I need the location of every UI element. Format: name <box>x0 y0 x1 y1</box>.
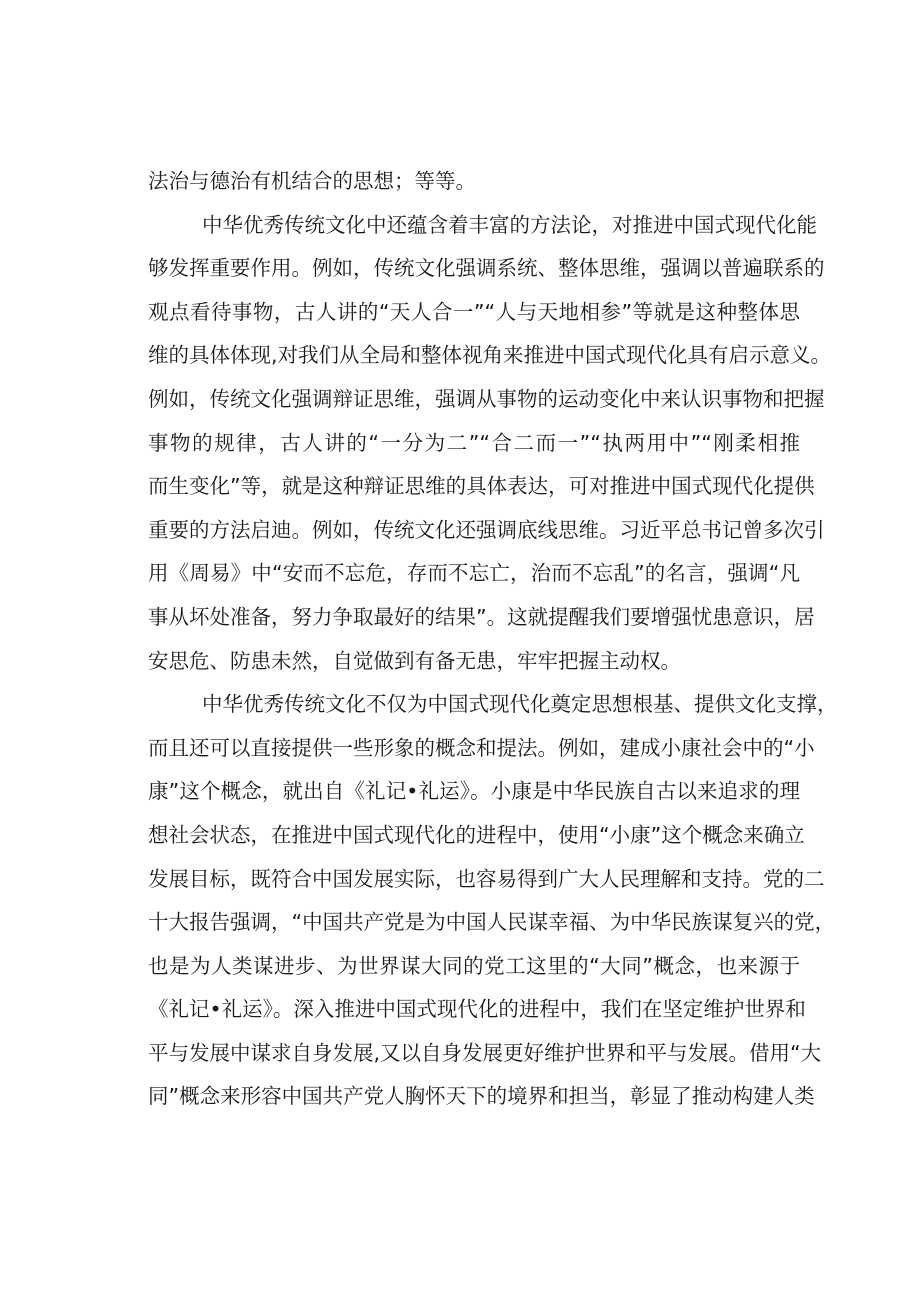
text-line: 《礼记•礼运》。深入推进中国式现代化的进程中，我们在坚定维护世界和 <box>148 997 806 1022</box>
text-line: 平与发展中谋求自身发展,又以自身发展更好维护世界和平与发展。借用“大 <box>148 1040 822 1065</box>
text-line: 想社会状态，在推进中国式现代化的进程中，使用“小康”这个概念来确立 <box>148 822 805 847</box>
paragraph-first-line: 中华优秀传统文化中还蕴含着丰富的方法论，对推进中国式现代化能 <box>202 212 817 237</box>
text-line: 而生变化”等，就是这种辩证思维的具体表达，可对推进中国式现代化提供 <box>148 474 815 499</box>
paragraph-first-line: 中华优秀传统文化不仅为中国式现代化奠定思想根基、提供文化支撑， <box>202 692 838 717</box>
text-line: 例如，传统文化强调辩证思维，强调从事物的运动变化中来认识事物和把握 <box>148 386 825 411</box>
text-line: 十大报告强调，“中国共产党是为中国人民谋幸福、为中华民族谋复兴的党， <box>148 910 836 935</box>
text-line: 同”概念来形容中国共产党人胸怀天下的境界和担当，彰显了推动构建人类 <box>148 1084 815 1109</box>
text-line: 事物的规律，古人讲的“一分为二”“合二而一”“执两用中”“刚柔相推 <box>148 430 800 455</box>
text-line: 观点看待事物，古人讲的“天人合一”“人与天地相参”等就是这种整体思 <box>148 299 800 324</box>
text-line: 安思危、防患未然，自觉做到有备无患，牢牢把握主动权。 <box>148 648 681 673</box>
text-line: 维的具体体现,对我们从全局和整体视角来推进中国式现代化具有启示意义。 <box>148 343 832 368</box>
text-line: 重要的方法启迪。例如，传统文化还强调底线思维。习近平总书记曾多次引 <box>148 517 825 542</box>
text-line: 法治与德治有机结合的思想；等等。 <box>148 169 476 193</box>
text-line: 用《周易》中“安而不忘危，存而不忘亡，治而不忘乱”的名言，强调“凡 <box>148 561 800 586</box>
text-line: 也是为人类谋进步、为世界谋大同的党工这里的“大同”概念，也来源于 <box>148 953 800 978</box>
text-line: 够发挥重要作用。例如，传统文化强调系统、整体思维，强调以普遍联系的 <box>148 256 825 281</box>
text-line: 事从坏处准备，努力争取最好的结果”。这就提醒我们要增强忧患意识，居 <box>148 604 815 629</box>
text-line: 康”这个概念，就出自《礼记•礼运》。小康是中华民族自古以来追求的理 <box>148 779 800 804</box>
document-body <box>148 165 838 1124</box>
text-line: 而且还可以直接提供一些形象的概念和提法。例如，建成小康社会中的“小 <box>148 735 815 760</box>
text-line: 发展目标，既符合中国发展实际，也容易得到广大人民理解和支持。党的二 <box>148 866 825 891</box>
